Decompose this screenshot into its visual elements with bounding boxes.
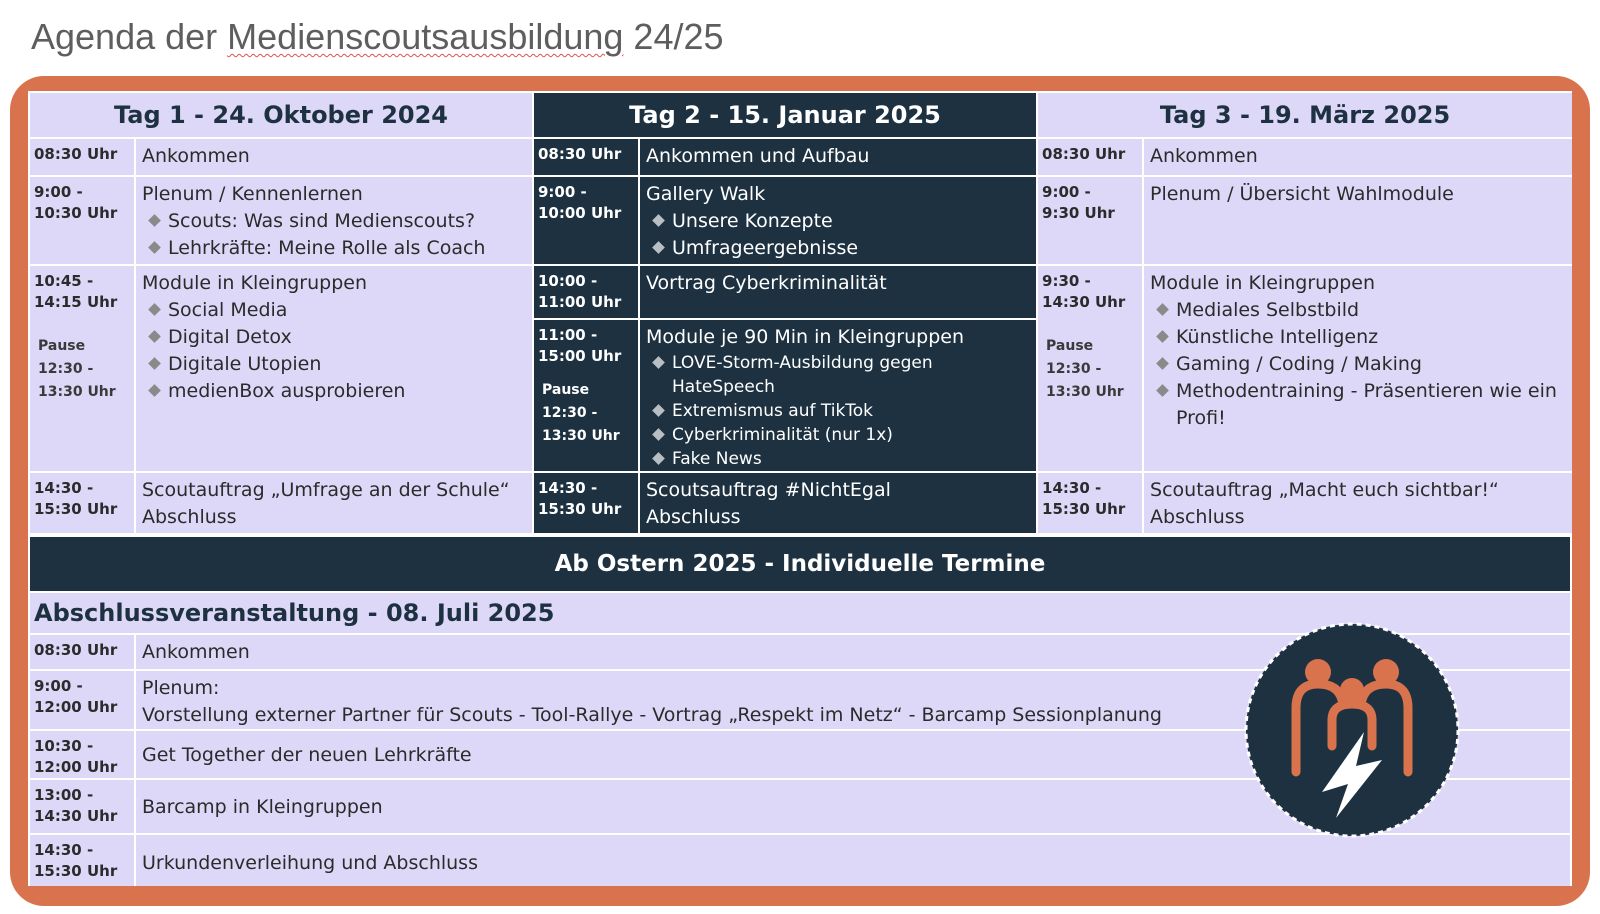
day1-activity: Scoutauftrag „Umfrage an der Schule“ Abschluss <box>135 472 533 534</box>
closing-activity: Get Together der neuen Lehrkräfte <box>135 730 1571 779</box>
day1-header: Tag 1 - 24. Oktober 2024 <box>29 92 533 138</box>
day2-time: 9:00 - 10:00 Uhr <box>533 176 639 265</box>
list-item: LOVE-Storm-Ausbildung gegen HateSpeech <box>652 351 1032 399</box>
band-individual-dates: Ab Ostern 2025 - Individuelle Termine <box>29 536 1571 592</box>
pause-note: Pause 12:30 - 13:30 Uhr <box>38 338 116 400</box>
closing-time: 08:30 Uhr <box>29 634 135 670</box>
day1-activity: Ankommen <box>135 138 533 176</box>
list-item: medienBox ausprobieren <box>148 378 528 405</box>
day3-activity: Scoutauftrag „Macht euch sichtbar!“ Abschluss <box>1143 472 1572 534</box>
days-table <box>28 91 1572 535</box>
day3-header: Tag 3 - 19. März 2025 <box>1037 92 1572 138</box>
day1-time: 10:45 - 14:15 Uhr Pause 12:30 - 13:30 Uhr <box>29 265 135 472</box>
closing-header: Abschlussveranstaltung - 08. Juli 2025 <box>29 592 1571 634</box>
day1-time: 08:30 Uhr <box>29 138 135 176</box>
day2-activity: Module je 90 Min in Kleingruppen LOVE-Storm-Ausbildung gegen HateSpeech Extremismus auf TikTok Cyberkriminalität (nur 1x) Fake News <box>639 319 1037 472</box>
page-title: Agenda der Medienscoutsausbildung 24/25 <box>31 16 724 57</box>
day3-activity: Plenum / Übersicht Wahlmodule <box>1143 176 1572 265</box>
closing-time: 9:00 - 12:00 Uhr <box>29 670 135 730</box>
list-item: Digitale Utopien <box>148 351 528 378</box>
day2-time: 11:00 - 15:00 Uhr Pause 12:30 - 13:30 Uhr <box>533 319 639 472</box>
list-item: Mediales Selbstbild <box>1156 297 1568 324</box>
pause-note: Pause 12:30 - 13:30 Uhr <box>1046 338 1124 400</box>
list-item: Cyberkriminalität (nur 1x) <box>652 423 1032 447</box>
closing-activity: Ankommen <box>135 634 1571 670</box>
day3-time: 08:30 Uhr <box>1037 138 1143 176</box>
list-item: Methodentraining - Präsentieren wie ein Profi! <box>1156 378 1568 432</box>
closing-activity: Plenum: Vorstellung externer Partner für Scouts - Tool-Rallye - Vortrag „Respekt im Netz“ - Barcamp Sessionplanung <box>135 670 1571 730</box>
list-item: Unsere Konzepte <box>652 208 1032 235</box>
closing-time: 10:30 - 12:00 Uhr <box>29 730 135 779</box>
list-item: Gaming / Coding / Making <box>1156 351 1568 378</box>
day2-header: Tag 2 - 15. Januar 2025 <box>533 92 1037 138</box>
pause-note: Pause 12:30 - 13:30 Uhr <box>542 382 620 444</box>
day2-time: 08:30 Uhr <box>533 138 639 176</box>
day2-activity: Vortrag Cyberkriminalität <box>639 265 1037 319</box>
closing-activity: Barcamp in Kleingruppen <box>135 779 1571 834</box>
closing-time: 14:30 - 15:30 Uhr <box>29 834 135 886</box>
closing-time: 13:00 - 14:30 Uhr <box>29 779 135 834</box>
medienscouts-logo-icon <box>1242 620 1462 840</box>
day2-time: 10:00 - 11:00 Uhr <box>533 265 639 319</box>
list-item: Künstliche Intelligenz <box>1156 324 1568 351</box>
list-item: Extremismus auf TikTok <box>652 399 1032 423</box>
day2-activity: Gallery Walk Unsere Konzepte Umfrageergebnisse <box>639 176 1037 265</box>
day2-activity: Scoutsauftrag #NichtEgal Abschluss <box>639 472 1037 534</box>
list-item: Fake News <box>652 447 1032 471</box>
day3-activity: Module in Kleingruppen Mediales Selbstbild Künstliche Intelligenz Gaming / Coding / Making Methodentraining - Präsentieren wie ein Profi! <box>1143 265 1572 472</box>
day3-time: 9:00 - 9:30 Uhr <box>1037 176 1143 265</box>
list-item: Scouts: Was sind Medienscouts? <box>148 208 528 235</box>
list-item: Social Media <box>148 297 528 324</box>
closing-activity: Urkundenverleihung und Abschluss <box>135 834 1571 886</box>
day3-time: 9:30 - 14:30 Uhr Pause 12:30 - 13:30 Uhr <box>1037 265 1143 472</box>
day2-time: 14:30 - 15:30 Uhr <box>533 472 639 534</box>
day1-activity: Module in Kleingruppen Social Media Digital Detox Digitale Utopien medienBox ausprobieren <box>135 265 533 472</box>
day1-activity: Plenum / Kennenlernen Scouts: Was sind Medienscouts? Lehrkräfte: Meine Rolle als Coach <box>135 176 533 265</box>
day2-activity: Ankommen und Aufbau <box>639 138 1037 176</box>
list-item: Lehrkräfte: Meine Rolle als Coach <box>148 235 528 262</box>
day3-activity: Ankommen <box>1143 138 1572 176</box>
list-item: Digital Detox <box>148 324 528 351</box>
day1-time: 9:00 - 10:30 Uhr <box>29 176 135 265</box>
day3-time: 14:30 - 15:30 Uhr <box>1037 472 1143 534</box>
list-item: Umfrageergebnisse <box>652 235 1032 262</box>
day1-time: 14:30 - 15:30 Uhr <box>29 472 135 534</box>
